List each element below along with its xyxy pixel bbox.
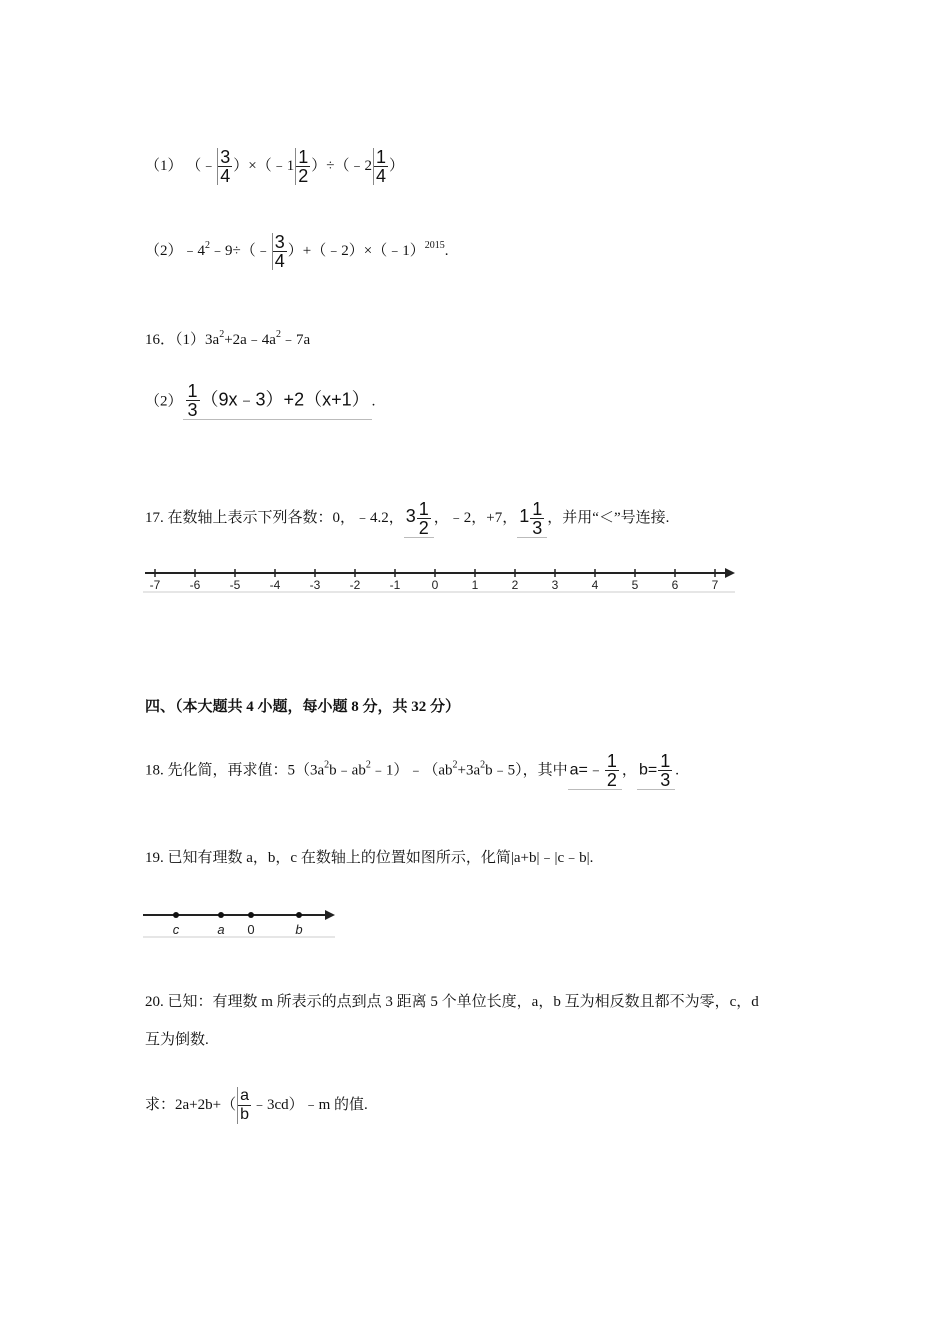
number-line-q17 [143, 565, 738, 595]
fraction: $\frac{1}{3}$ [660, 751, 671, 790]
section-4-title: 四、（本大题共 4 小题，每小题 8 分，共 32 分） [145, 699, 461, 715]
axis-tick-label: 2 [511, 578, 519, 592]
q15-part1: （1） （﹣ $\frac{3}{4}$ ）×（﹣1 $\frac{1}{2}$ ）÷（﹣2 $\frac{1}{4}$ ） [145, 147, 405, 186]
axis-tick-label: -3 [309, 578, 321, 592]
mixed-number: 3 $\frac{1}{2}$ [404, 500, 434, 538]
axis-tick-label: 6 [671, 578, 679, 592]
axis-tick-label: -4 [269, 578, 281, 592]
mixed-number: 1 $\frac{1}{3}$ [517, 500, 547, 538]
b-value: b= $\frac{1}{3}$ [637, 752, 675, 790]
fraction: $\frac{1}{2}$ [606, 751, 617, 790]
axis-tick-label: -6 [189, 578, 201, 592]
q19-text: 19. 已知有理数 a，b，c 在数轴上的位置如图所示，化简|a+b|﹣|c﹣b|. [145, 850, 594, 866]
axis-tick-label: 1 [471, 578, 479, 592]
point-c [173, 912, 179, 918]
axis-tick-label: 3 [551, 578, 559, 592]
axis-tick-label: 4 [591, 578, 599, 592]
q16-part1: 16．$(1)3a^2+2a﹣4a^2﹣7a$ [145, 329, 311, 348]
fraction: $\frac{1}{2}$ [418, 499, 429, 538]
axis-tick-label: 5 [631, 578, 639, 592]
point-0 [248, 912, 254, 918]
point-label: b [295, 922, 303, 937]
fraction: $\frac{1}{4}$ [373, 148, 388, 185]
axis-tick-label: 7 [711, 578, 719, 592]
fraction: $\frac{1}{3}$ [532, 499, 543, 538]
fraction: $\frac{a}{b}$ [237, 1087, 251, 1124]
q15-part2: $(2)﹣4^2﹣9\div(﹣$ $\frac{3}{4}$ ）+（﹣2）×（﹣1）$^{2015}$. [145, 232, 449, 271]
q17-text: 17. 在数轴上表示下列各数：0，﹣4.2， 3 $\frac{1}{2}$ ，﹣2，+7， 1 $\frac{1}{3}$ ，并用“＜”号连接. [145, 499, 670, 538]
point-label: c [172, 922, 180, 937]
q18-text: 18. 先化简，再求值：$5(3a^2b﹣ab^2﹣1)﹣(ab^2+3a^2b﹣5)$，其中 a=﹣ $\frac{1}{2}$ ， b= $\frac{1}{3}$ . [145, 751, 679, 790]
axis-tick-label: -7 [149, 578, 161, 592]
fraction: $\frac{3}{4}$ [272, 233, 287, 270]
q16-part2: （2） $\frac{1}{3}$ （9x﹣3）+2（x+1） . [145, 381, 376, 420]
q20-line1: 20. 已知：有理数 m 所表示的点到点 3 距离 5 个单位长度，a，b 互为相反数且都不为零，c，d [145, 994, 759, 1010]
point-label: a [217, 922, 225, 937]
fraction: $\frac{1}{3}$ [187, 381, 198, 420]
number-line-q19 [143, 905, 338, 939]
q20-line2: 互为倒数. [145, 1032, 209, 1048]
point-a [218, 912, 224, 918]
q20-ask: 求：2a+2b+（ $\frac{a}{b}$ ﹣3cd）﹣m 的值. [145, 1087, 368, 1123]
a-value: a=﹣ $\frac{1}{2}$ [568, 752, 622, 790]
axis-tick-label: -1 [389, 578, 401, 592]
fraction: $\frac{1}{2}$ [295, 148, 310, 185]
point-label: 0 [247, 922, 255, 937]
fraction: $\frac{3}{4}$ [217, 148, 232, 185]
axis-tick-label: -2 [349, 578, 361, 592]
point-b [296, 912, 302, 918]
axis-tick-label: -5 [229, 578, 241, 592]
expression-image: $\frac{1}{3}$ （9x﹣3）+2（x+1） [183, 382, 372, 420]
axis-tick-label: 0 [431, 578, 439, 592]
